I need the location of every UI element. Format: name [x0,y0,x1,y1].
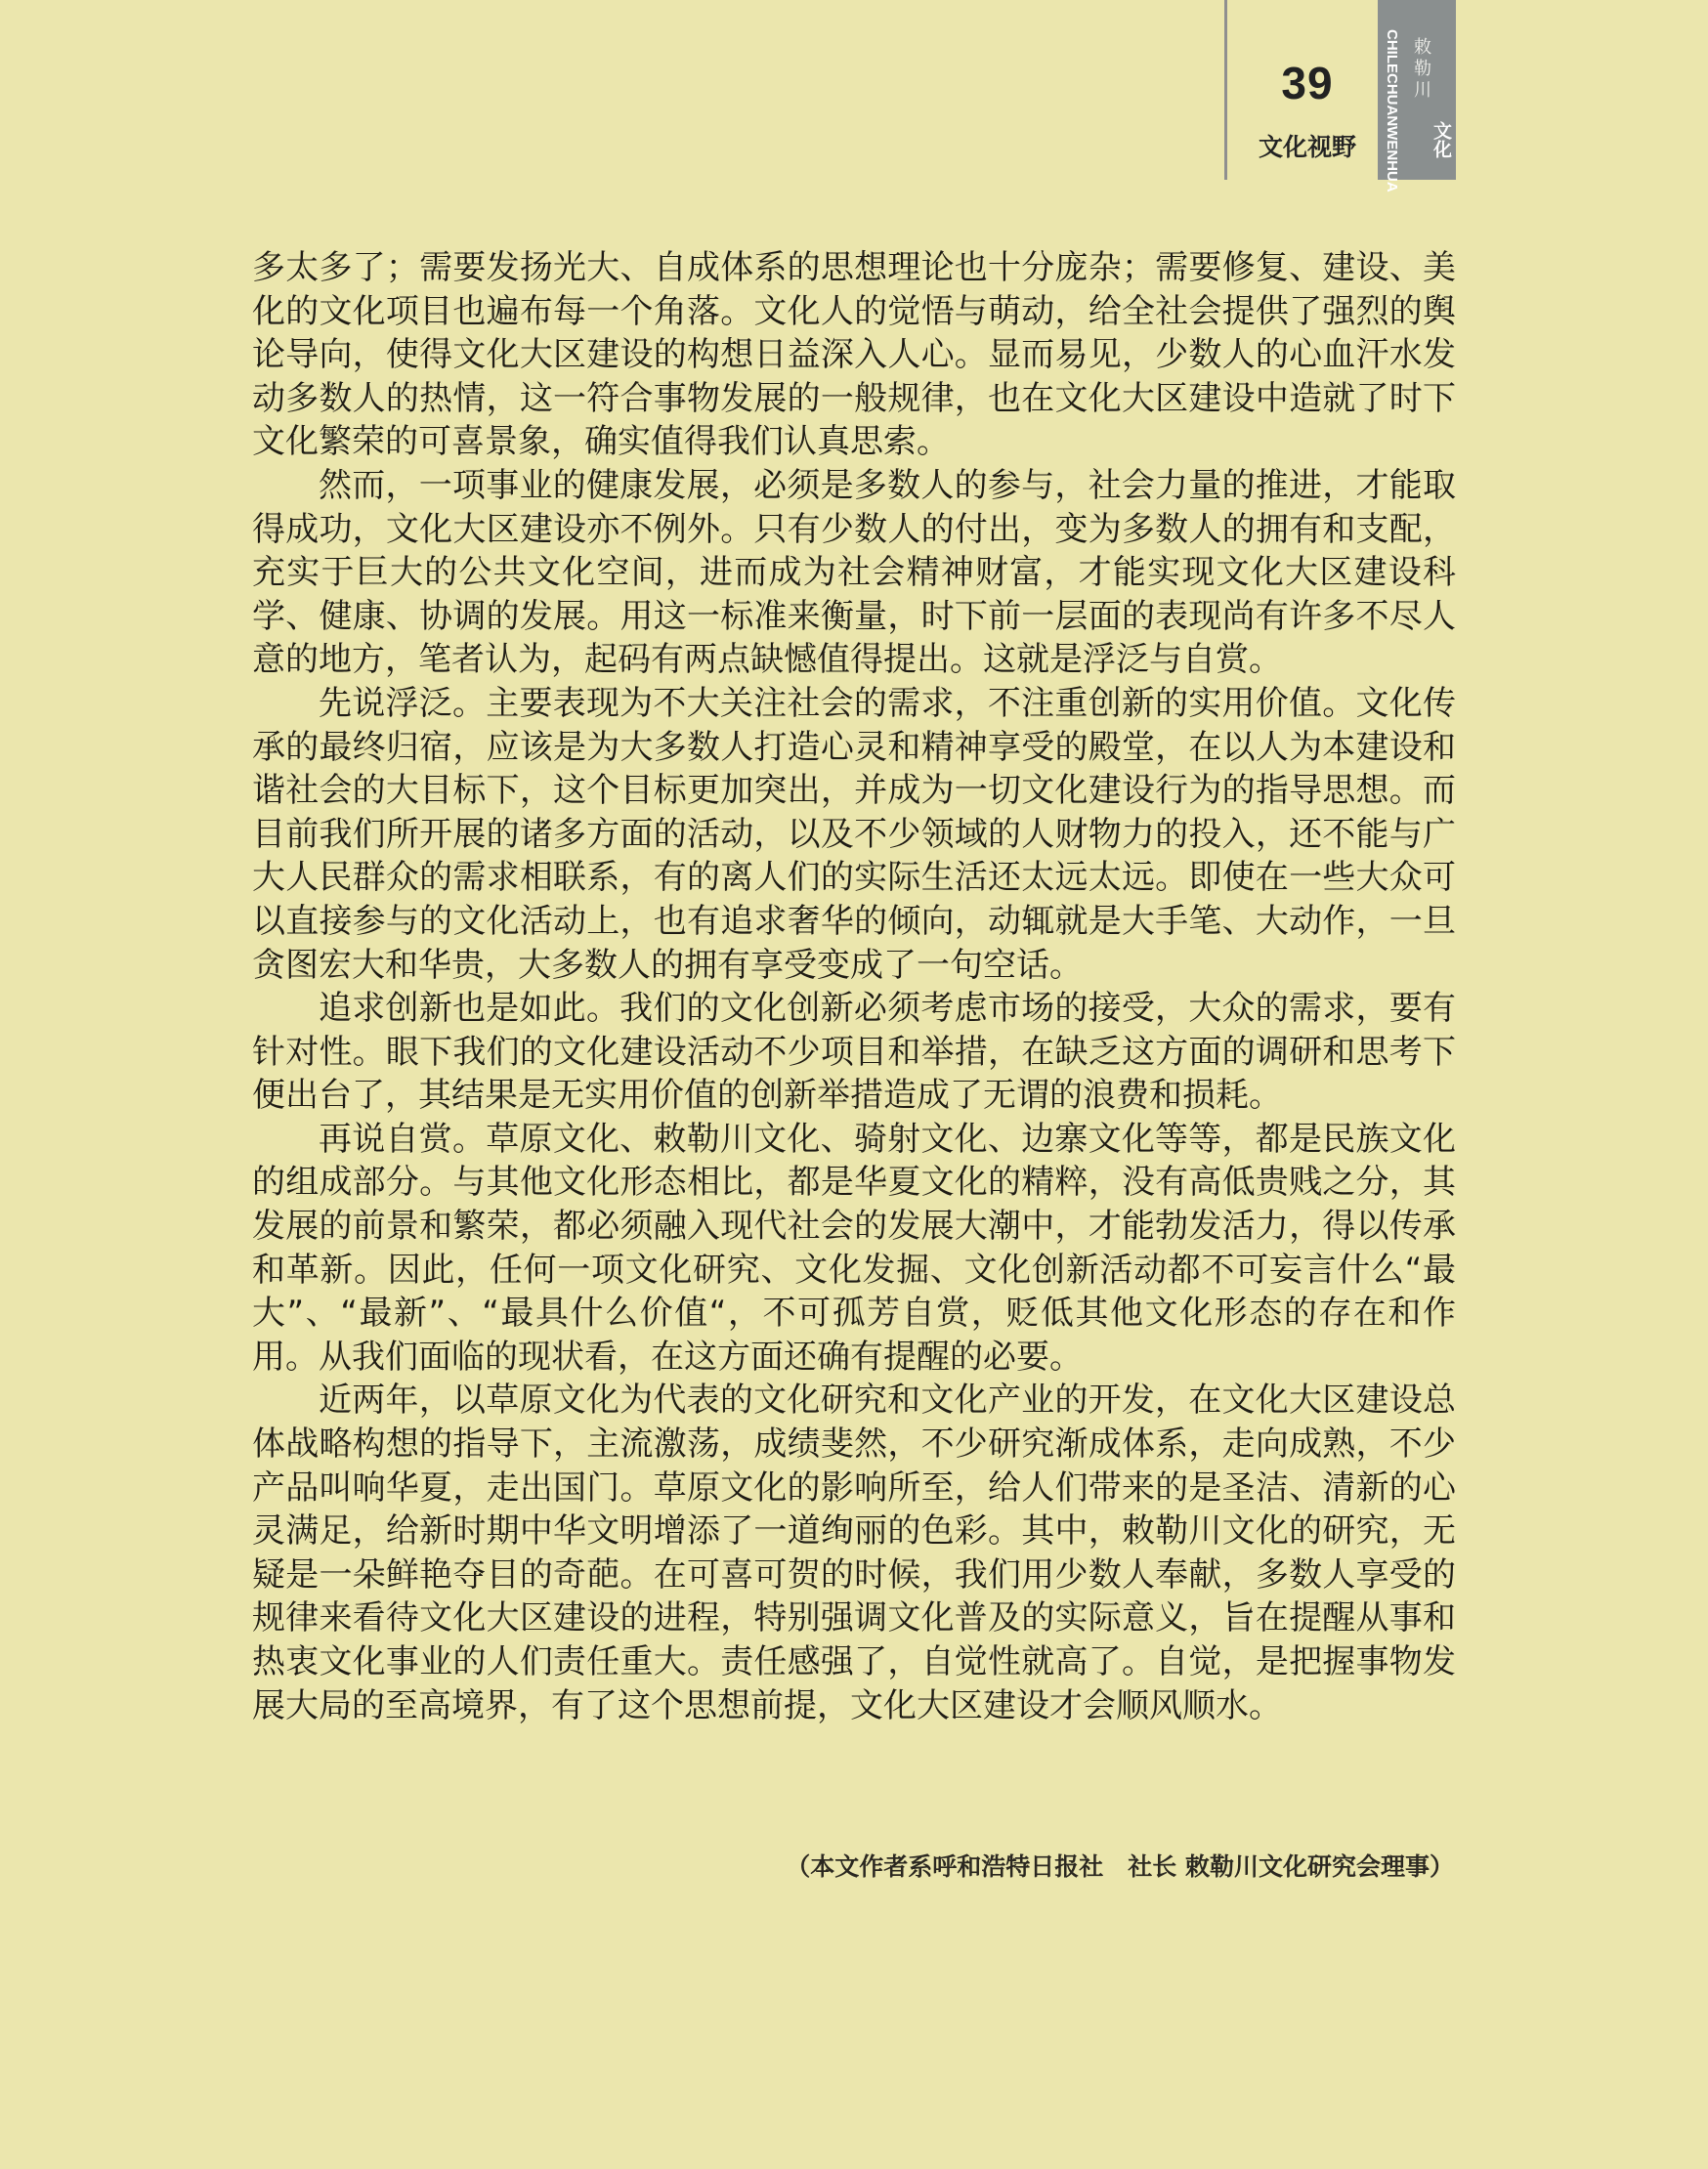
side-tab-brand-text: 敕勒川 [1411,37,1431,102]
paragraph-6: 近两年，以草原文化为代表的文化研究和文化产业的开发，在文化大区建设总体战略构想的指导下，主流激荡，成绩斐然，不少研究渐成体系，走向成熟，不少产品叫响华夏，走出国门。草原文化的影响所至，给人们带来的是圣洁、清新的心灵满足，给新时期中华文明增添了一道绚丽的色彩。其中，敕勒川文化的研究，无疑是一朵鲜艳夺目的奇葩。在可喜可贺的时候，我们用少数人奉献，多数人享受的规律来看待文化大区建设的进程，特别强调文化普及的实际意义，旨在提醒从事和热衷文化事业的人们责任重大。责任感强了，自觉性就高了。自觉，是把握事物发展大局的至高境界，有了这个思想前提，文化大区建设才会顺风顺水。 [252,1381,1456,1725]
paragraph-1: 多太多了；需要发扬光大、自成体系的思想理论也十分庞杂；需要修复、建设、美化的文化项目也遍布每一个角落。文化人的觉悟与萌动，给全社会提供了强烈的舆论导向，使得文化大区建设的构想日益深入人心。显而易见，少数人的心血汗水发动多数人的热情，这一符合事物发展的一般规律，也在文化大区建设中造就了时下文化繁荣的可喜景象，确实值得我们认真思索。 [252,248,1456,462]
side-tab-latin-text: CHILECHUANWENHUA [1384,29,1400,192]
paragraph-2: 然而，一项事业的健康发展，必须是多数人的参与，社会力量的推进，才能取得成功，文化大区建设亦不例外。只有少数人的付出，变为多数人的拥有和支配，充实于巨大的公共文化空间，进而成为社会精神财富，才能实现文化大区建设科学、健康、协调的发展。用这一标准来衡量，时下前一层面的表现尚有许多不尽人意的地方，笔者认为，起码有两点缺憾值得提出。这就是浮泛与自赏。 [252,465,1456,680]
page-number: 39 [1281,58,1334,108]
article-body [252,246,1456,1727]
paragraph-4: 追求创新也是如此。我们的文化创新必须考虑市场的接受，大众的需求，要有针对性。眼下我们的文化建设活动不少项目和举措，在缺乏这方面的调研和思考下便出台了，其结果是无实用价值的创新举措造成了无谓的浪费和损耗。 [252,989,1456,1116]
author-note: （本文作者系呼和浩特日报社 社长 敕勒川文化研究会理事） [786,1852,1454,1881]
paragraph-5: 再说自赏。草原文化、敕勒川文化、骑射文化、边寨文化等等，都是民族文化的组成部分。与其他文化形态相比，都是华夏文化的精粹，没有高低贵贱之分，其发展的前景和繁荣，都必须融入现代社会的发展大潮中，才能勃发活力，得以传承和革新。因此，任何一项文化研究、文化发掘、文化创新活动都不可妄言什么“最大”、“最新”、“最具什么价值“，不可孤芳自赏，贬低其他文化形态的存在和作用。从我们面临的现状看，在这方面还确有提醒的必要。 [252,1119,1456,1377]
paragraph-3: 先说浮泛。主要表现为不大关注社会的需求，不注重创新的实用价值。文化传承的最终归宿，应该是为大多数人打造心灵和精神享受的殿堂，在以人为本建设和谐社会的大目标下，这个目标更加突出，并成为一切文化建设行为的指导思想。而目前我们所开展的诸多方面的活动，以及不少领域的人财物力的投入，还不能与广大人民群众的需求相联系，有的离人们的实际生活还太远太远。即使在一些大众可以直接参与的文化活动上，也有追求奢华的倾向，动辄就是大手笔、大动作，一旦贪图宏大和华贵，大多数人的拥有享受变成了一句空话。 [252,683,1456,985]
section-title: 文化视野 [1258,133,1356,161]
header-divider [1224,0,1227,180]
side-tab-label: 文化 [1430,121,1452,158]
